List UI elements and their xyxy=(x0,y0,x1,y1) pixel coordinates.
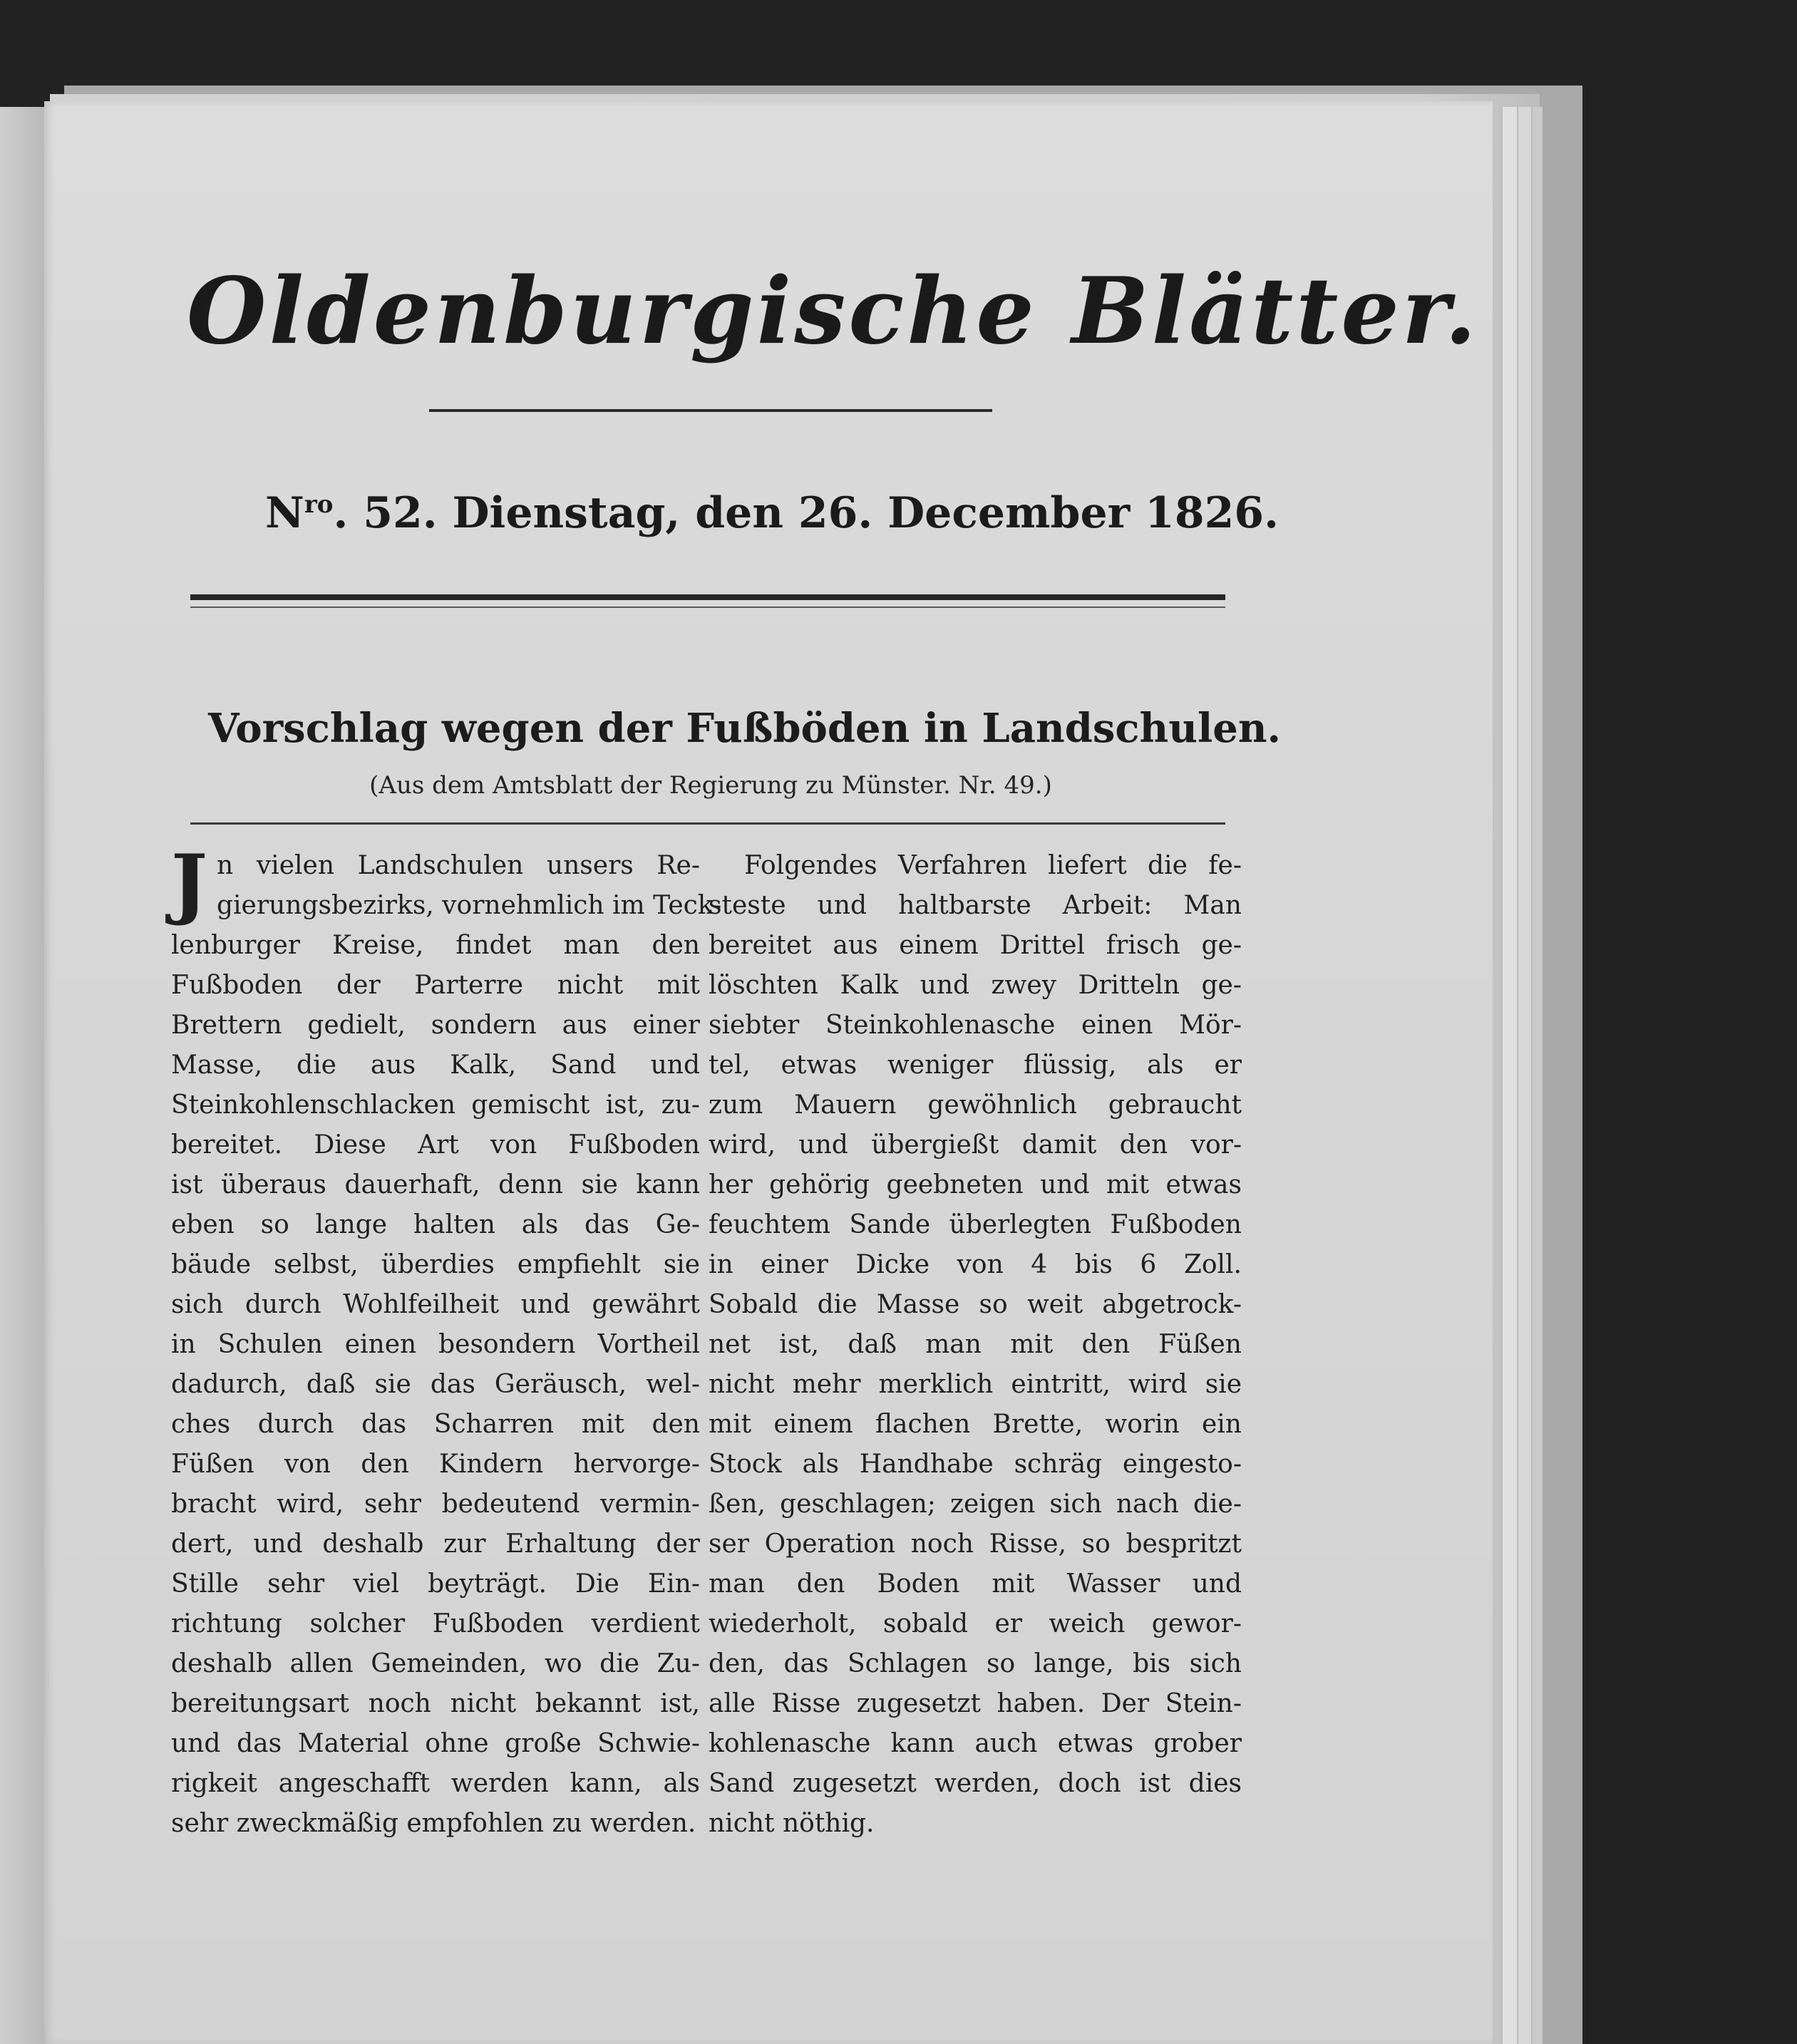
column-line: tel, etwas weniger flüssig, als er xyxy=(709,1051,1242,1080)
right-column xyxy=(709,846,1242,1844)
left-column xyxy=(171,838,722,1844)
column-line: ist überaus dauerhaft, denn sie kann xyxy=(171,1170,700,1199)
header-rule-thin xyxy=(190,607,1225,608)
column-line: alle Risse zugesetzt haben. Der Stein- xyxy=(709,1689,1242,1718)
column-line: gierungsbezirks, vornehmlich im Teck- xyxy=(217,891,722,920)
column-line: und das Material ohne große Schwie- xyxy=(171,1729,700,1758)
issue-line xyxy=(265,469,1279,540)
column-line: eben so lange halten als das Ge- xyxy=(171,1210,700,1239)
issue-number-label: $N^{ro}$ xyxy=(265,488,334,538)
column-line: Folgendes Verfahren liefert die fe- xyxy=(744,851,1242,880)
column-line: lenburger Kreise, findet man den xyxy=(171,931,700,960)
column-line: bereitet aus einem Drittel frisch ge- xyxy=(709,931,1242,960)
column-line: Steinkohlenschlacken gemischt ist, zu- xyxy=(171,1090,700,1120)
column-line: Fußboden der Parterre nicht mit xyxy=(171,971,700,1000)
page-edge-strip xyxy=(1517,107,1531,2044)
column-line: sehr zweckmäßig empfohlen zu werden. xyxy=(171,1809,696,1838)
column-line: dadurch, daß sie das Geräusch, wel- xyxy=(171,1370,700,1399)
column-line: wiederholt, sobald er weich gewor- xyxy=(709,1609,1242,1638)
column-line: zum Mauern gewöhnlich gebraucht xyxy=(709,1090,1242,1120)
article-source: (Aus dem Amtsblatt der Regierung zu Münster. Nr. 49.) xyxy=(369,771,1052,800)
column-line: ser Operation noch Risse, so bespritzt xyxy=(709,1529,1242,1559)
column-line: her gehörig geebneten und mit etwas xyxy=(709,1170,1242,1199)
issue-date: . 52. Dienstag, den 26. December 1826. xyxy=(333,488,1279,538)
column-line: mit einem flachen Brette, worin ein xyxy=(709,1410,1242,1439)
column-line: n vielen Landschulen unsers Re- xyxy=(217,851,700,880)
page-edge-strip xyxy=(1531,107,1543,2044)
column-line: den, das Schlagen so lange, bis sich xyxy=(709,1649,1242,1678)
header-rule-thick xyxy=(190,594,1225,600)
column-line: in Schulen einen besondern Vortheil xyxy=(171,1330,700,1359)
column-line: bereitet. Diese Art von Fußboden xyxy=(171,1130,700,1160)
column-line: feuchtem Sande überlegten Fußboden xyxy=(709,1210,1242,1239)
masthead-divider xyxy=(429,409,992,412)
column-line: Sobald die Masse so weit abgetrock- xyxy=(709,1290,1242,1319)
column-line: löschten Kalk und zwey Dritteln ge- xyxy=(709,971,1242,1000)
column-line: net ist, daß man mit den Füßen xyxy=(709,1330,1242,1359)
column-line: Brettern gedielt, sondern aus einer xyxy=(171,1011,700,1040)
column-line: sich durch Wohlfeilheit und gewährt xyxy=(171,1290,700,1319)
column-line: wird, und übergießt damit den vor- xyxy=(709,1130,1242,1160)
column-line: Füßen von den Kindern hervorge- xyxy=(171,1450,700,1479)
column-line: nicht mehr merklich eintritt, wird sie xyxy=(709,1370,1242,1399)
column-line: Sand zugesetzt werden, doch ist dies xyxy=(709,1769,1242,1798)
column-line: siebter Steinkohlenasche einen Mör- xyxy=(709,1011,1242,1040)
column-line: bracht wird, sehr bedeutend vermin- xyxy=(171,1490,700,1519)
column-line: deshalb allen Gemeinden, wo die Zu- xyxy=(171,1649,700,1678)
column-line: Stock als Handhabe schräg eingesto- xyxy=(709,1450,1242,1479)
facing-page-edge xyxy=(0,107,44,2044)
column-line: rigkeit angeschafft werden kann, als xyxy=(171,1769,700,1798)
column-line: Stille sehr viel beyträgt. Die Ein- xyxy=(171,1569,700,1599)
column-line: steste und haltbarste Arbeit: Man xyxy=(709,891,1242,920)
column-line: richtung solcher Fußboden verdient xyxy=(171,1609,700,1638)
article-rule xyxy=(190,822,1225,825)
column-line: nicht nöthig. xyxy=(709,1809,875,1838)
column-line: kohlenasche kann auch etwas grober xyxy=(709,1729,1242,1758)
drop-cap: J xyxy=(171,838,208,928)
column-line: ches durch das Scharren mit den xyxy=(171,1410,700,1439)
column-line: in einer Dicke von 4 bis 6 Zoll. xyxy=(709,1250,1242,1279)
column-line: dert, und deshalb zur Erhaltung der xyxy=(171,1529,700,1559)
column-line: ßen, geschlagen; zeigen sich nach die- xyxy=(709,1490,1242,1519)
column-line: bäude selbst, überdies empfiehlt sie xyxy=(171,1250,700,1279)
column-line: man den Boden mit Wasser und xyxy=(709,1569,1242,1599)
masthead-title: Oldenburgische Blätter. xyxy=(187,258,1479,365)
page-edge-strip xyxy=(1501,107,1517,2044)
article-headline: Vorschlag wegen der Fußböden in Landschulen. xyxy=(208,705,1282,752)
column-line: Masse, die aus Kalk, Sand und xyxy=(171,1051,700,1080)
column-line: bereitungsart noch nicht bekannt ist, xyxy=(171,1689,700,1718)
newspaper-page xyxy=(44,101,1493,2044)
